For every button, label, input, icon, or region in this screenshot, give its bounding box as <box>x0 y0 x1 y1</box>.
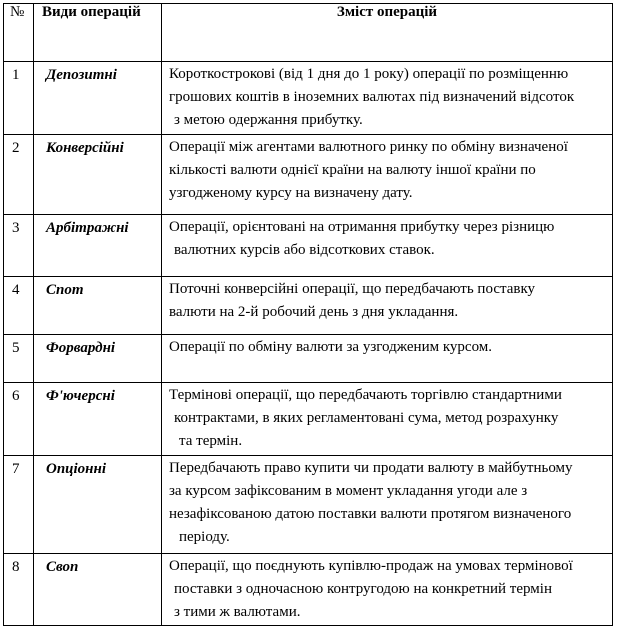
operation-type: Арбітражні <box>34 215 162 277</box>
operation-type: Опціонні <box>34 456 162 554</box>
content-line: валютних курсів або відсоткових ставок. <box>174 242 435 258</box>
operation-type: Депозитні <box>34 62 162 135</box>
content-line: валюти на 2-й робочий день з дня укладання. <box>169 304 459 320</box>
content-line: узгодженому курсу на визначену дату. <box>169 185 413 201</box>
content-line: кількості валюти однієї країни на валюту іншої країни по <box>169 162 536 178</box>
table-row <box>4 383 613 456</box>
content-line: за курсом зафіксованим в момент укладання угоди але з <box>169 483 528 499</box>
operation-type: Форвардні <box>34 335 162 383</box>
operation-content <box>162 215 613 277</box>
content-line: Операції, орієнтовані на отримання прибутку через різницю <box>169 219 555 235</box>
content-line: та термін. <box>179 433 243 449</box>
header-operation-type: Види операцій <box>34 4 162 62</box>
operation-content <box>162 383 613 456</box>
content-line: Операції між агентами валютного ринку по обміну визначеної <box>169 139 568 155</box>
content-line: Поточні конверсійні операції, що передбачають поставку <box>169 281 536 297</box>
table-row <box>4 215 613 277</box>
operation-content <box>162 335 613 383</box>
content-line: з тими ж валютами. <box>174 604 301 620</box>
content-line: Термінові операції, що передбачають торгівлю стандартними <box>169 387 562 403</box>
row-number: 2 <box>4 135 34 215</box>
header-number: № <box>4 4 34 62</box>
table-row <box>4 456 613 554</box>
header-operation-content: Зміст операцій <box>162 4 613 62</box>
row-number: 5 <box>4 335 34 383</box>
table-row <box>4 135 613 215</box>
operation-content <box>162 135 613 215</box>
row-number: 7 <box>4 456 34 554</box>
operation-type: Конверсійні <box>34 135 162 215</box>
content-line: грошових коштів в іноземних валютах під визначений відсоток <box>169 89 575 105</box>
row-number: 3 <box>4 215 34 277</box>
content-line: періоду. <box>179 529 230 545</box>
operation-type: Своп <box>34 554 162 626</box>
content-line: незафіксованою датою поставки валюти протягом визначеного <box>169 506 572 522</box>
content-line: контрактами, в яких регламентовані сума, метод розрахунку <box>174 410 559 426</box>
content-line: Операції по обміну валюти за узгодженим курсом. <box>169 339 493 355</box>
row-number: 4 <box>4 277 34 335</box>
currency-operations-table <box>3 3 613 626</box>
table-row <box>4 335 613 383</box>
row-number: 1 <box>4 62 34 135</box>
operation-content <box>162 554 613 626</box>
table-row <box>4 277 613 335</box>
row-number: 8 <box>4 554 34 626</box>
operation-content <box>162 277 613 335</box>
table-row <box>4 62 613 135</box>
content-line: поставки з одночасною контругодою на конкретний термін <box>174 581 552 597</box>
operation-type: Ф'ючерсні <box>34 383 162 456</box>
operation-content <box>162 62 613 135</box>
content-line: Передбачають право купити чи продати валюту в майбутньому <box>169 460 573 476</box>
content-line: Операції, що поєднують купівлю-продаж на умовах термінової <box>169 558 573 574</box>
operation-type: Спот <box>34 277 162 335</box>
content-line: Короткострокові (від 1 дня до 1 року) операції по розміщенню <box>169 66 569 82</box>
row-number: 6 <box>4 383 34 456</box>
table-header-row <box>4 4 613 62</box>
content-line: з метою одержання прибутку. <box>174 112 363 128</box>
operation-content <box>162 456 613 554</box>
table-row <box>4 554 613 626</box>
